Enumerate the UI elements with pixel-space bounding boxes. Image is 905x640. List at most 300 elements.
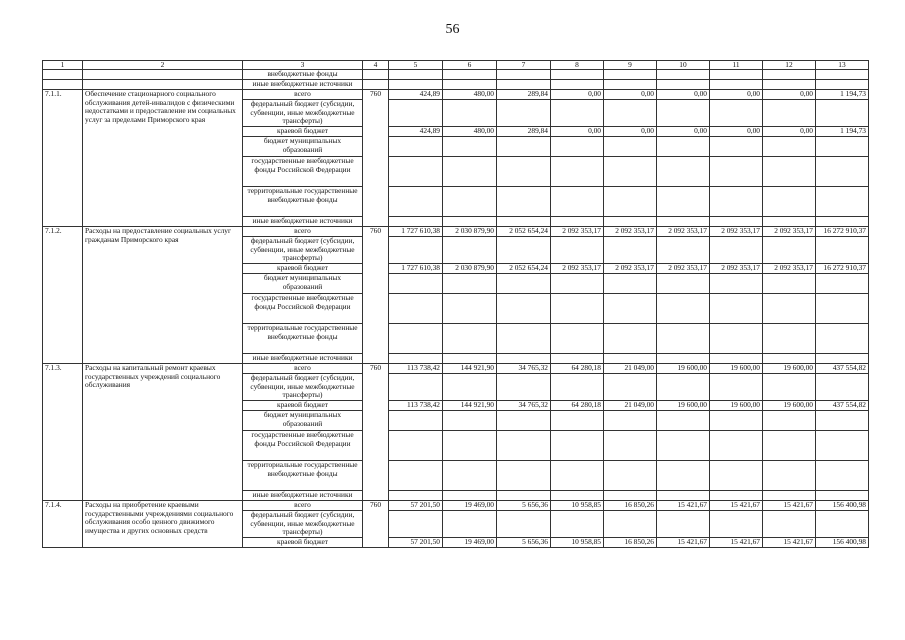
value-cell	[604, 100, 657, 127]
header-cell: 10	[657, 61, 710, 70]
value-cell	[657, 410, 710, 430]
value-cell	[710, 293, 763, 323]
value-cell: 19 600,00	[763, 363, 816, 373]
value-cell	[389, 490, 443, 500]
source-cell: всего	[243, 363, 363, 373]
value-cell: 0,00	[657, 90, 710, 100]
source-cell: бюджет муниципальных образований	[243, 136, 363, 156]
value-cell	[389, 430, 443, 460]
value-cell	[389, 80, 443, 90]
item-code: 7.1.2.	[43, 226, 83, 363]
source-cell: краевой бюджет	[243, 263, 363, 273]
header-cell: 8	[551, 61, 604, 70]
value-cell: 1 194,73	[816, 90, 869, 100]
source-cell: государственные внебюджетные фонды Российской Федерации	[243, 156, 363, 186]
value-cell	[443, 136, 497, 156]
value-cell	[710, 353, 763, 363]
value-cell	[443, 70, 497, 80]
value-cell: 144 921,90	[443, 400, 497, 410]
value-cell	[657, 156, 710, 186]
value-cell	[604, 136, 657, 156]
value-cell: 10 958,85	[551, 537, 604, 547]
name-cell	[83, 70, 243, 80]
value-cell	[497, 236, 551, 263]
table-row	[43, 70, 869, 80]
header-cell: 4	[363, 61, 389, 70]
value-cell: 289,84	[497, 90, 551, 100]
value-cell	[443, 460, 497, 490]
value-cell: 2 052 654,24	[497, 226, 551, 236]
value-cell: 2 092 353,17	[604, 226, 657, 236]
source-cell: внебюджетные фонды	[243, 70, 363, 80]
value-cell	[497, 273, 551, 293]
source-cell: краевой бюджет	[243, 537, 363, 547]
value-cell: 15 421,67	[710, 537, 763, 547]
value-cell	[604, 273, 657, 293]
value-cell	[657, 510, 710, 537]
header-cell: 5	[389, 61, 443, 70]
source-cell: территориальные государственные внебюджетные фонды	[243, 460, 363, 490]
value-cell: 5 656,36	[497, 537, 551, 547]
value-cell	[763, 460, 816, 490]
value-cell	[497, 353, 551, 363]
value-cell: 2 092 353,17	[710, 226, 763, 236]
value-cell	[763, 510, 816, 537]
header-cell: 3	[243, 61, 363, 70]
value-cell	[551, 216, 604, 226]
value-cell	[497, 460, 551, 490]
source-cell: иные внебюджетные источники	[243, 490, 363, 500]
value-cell	[604, 80, 657, 90]
value-cell	[657, 80, 710, 90]
value-cell	[551, 353, 604, 363]
value-cell: 21 049,00	[604, 363, 657, 373]
value-cell: 424,89	[389, 90, 443, 100]
value-cell	[363, 80, 389, 90]
value-cell	[389, 373, 443, 400]
value-cell	[657, 293, 710, 323]
source-cell: федеральный бюджет (субсидии, субвенции, иные межбюджетные трансферты)	[243, 100, 363, 127]
value-cell	[763, 353, 816, 363]
source-cell: всего	[243, 500, 363, 510]
value-cell: 2 092 353,17	[763, 226, 816, 236]
table-row	[43, 500, 869, 510]
source-cell: государственные внебюджетные фонды Российской Федерации	[243, 293, 363, 323]
value-cell	[763, 273, 816, 293]
value-cell: 64 280,18	[551, 363, 604, 373]
value-cell: 2 092 353,17	[763, 263, 816, 273]
value-cell	[816, 70, 869, 80]
value-cell	[657, 186, 710, 216]
value-cell	[604, 373, 657, 400]
value-cell	[816, 323, 869, 353]
value-cell	[657, 70, 710, 80]
value-cell: 0,00	[604, 90, 657, 100]
value-cell: 19 600,00	[763, 400, 816, 410]
value-cell: 16 850,26	[604, 537, 657, 547]
value-cell	[551, 156, 604, 186]
value-cell	[710, 186, 763, 216]
value-cell	[551, 100, 604, 127]
value-cell	[710, 136, 763, 156]
value-cell	[763, 186, 816, 216]
value-cell: 15 421,67	[763, 537, 816, 547]
value-cell: 437 554,82	[816, 400, 869, 410]
value-cell	[816, 430, 869, 460]
value-cell: 0,00	[551, 126, 604, 136]
value-cell	[763, 70, 816, 80]
value-cell	[604, 293, 657, 323]
header-cell: 6	[443, 61, 497, 70]
value-cell	[551, 410, 604, 430]
value-cell	[497, 490, 551, 500]
source-cell: бюджет муниципальных образований	[243, 410, 363, 430]
header-cell: 9	[604, 61, 657, 70]
value-cell: 2 030 879,90	[443, 226, 497, 236]
code-cell	[43, 70, 83, 80]
value-cell	[443, 156, 497, 186]
value-cell: 2 092 353,17	[710, 263, 763, 273]
value-cell	[389, 216, 443, 226]
value-cell: 2 092 353,17	[604, 263, 657, 273]
value-cell: 144 921,90	[443, 363, 497, 373]
value-cell	[497, 156, 551, 186]
value-cell	[497, 136, 551, 156]
value-cell	[763, 80, 816, 90]
value-cell	[497, 186, 551, 216]
header-cell: 1	[43, 61, 83, 70]
value-cell: 0,00	[710, 126, 763, 136]
value-cell	[816, 80, 869, 90]
value-cell: 1 727 610,38	[389, 263, 443, 273]
value-cell	[497, 430, 551, 460]
source-cell: всего	[243, 226, 363, 236]
header-cell: 13	[816, 61, 869, 70]
value-cell: 57 201,50	[389, 500, 443, 510]
source-cell: краевой бюджет	[243, 400, 363, 410]
value-cell	[389, 186, 443, 216]
item-name: Расходы на капитальный ремонт краевых государственных учреждений социального обслуживания	[83, 363, 243, 500]
value-cell: 16 272 910,37	[816, 226, 869, 236]
value-cell: 19 469,00	[443, 537, 497, 547]
table-row	[43, 363, 869, 373]
value-cell: 10 958,85	[551, 500, 604, 510]
code-cell	[43, 80, 83, 90]
value-cell	[657, 323, 710, 353]
value-cell	[389, 100, 443, 127]
value-cell	[443, 410, 497, 430]
value-cell	[710, 373, 763, 400]
value-cell	[710, 510, 763, 537]
value-cell	[604, 70, 657, 80]
value-cell	[389, 156, 443, 186]
value-cell	[657, 136, 710, 156]
value-cell	[816, 236, 869, 263]
value-cell	[497, 410, 551, 430]
value-cell	[551, 293, 604, 323]
value-cell: 480,00	[443, 126, 497, 136]
value-cell	[604, 460, 657, 490]
source-cell: федеральный бюджет (субсидии, субвенции, иные межбюджетные трансферты)	[243, 373, 363, 400]
page-number: 56	[445, 22, 460, 37]
value-cell	[816, 216, 869, 226]
value-cell	[389, 460, 443, 490]
value-cell	[443, 510, 497, 537]
value-cell	[551, 323, 604, 353]
value-cell	[497, 70, 551, 80]
value-cell	[816, 410, 869, 430]
value-cell: 289,84	[497, 126, 551, 136]
name-cell	[83, 80, 243, 90]
value-cell: 34 765,32	[497, 400, 551, 410]
value-cell	[657, 216, 710, 226]
source-cell: иные внебюджетные источники	[243, 80, 363, 90]
value-cell	[657, 236, 710, 263]
value-cell	[604, 410, 657, 430]
source-cell: государственные внебюджетные фонды Российской Федерации	[243, 430, 363, 460]
value-cell: 156 400,98	[816, 500, 869, 510]
header-cell: 12	[763, 61, 816, 70]
value-cell: 2 092 353,17	[657, 226, 710, 236]
source-cell: бюджет муниципальных образований	[243, 273, 363, 293]
value-cell	[710, 273, 763, 293]
item-name: Расходы на приобретение краевыми государственными учреждениями социального обслуживания особо ценного движимого имущества и других основных средств	[83, 500, 243, 547]
value-cell	[389, 410, 443, 430]
value-cell	[710, 70, 763, 80]
value-cell	[710, 156, 763, 186]
value-cell: 2 092 353,17	[551, 226, 604, 236]
value-cell	[604, 216, 657, 226]
value-cell: 0,00	[604, 126, 657, 136]
item-code: 7.1.1.	[43, 90, 83, 227]
value-cell	[389, 510, 443, 537]
value-cell	[604, 186, 657, 216]
header-cell: 11	[710, 61, 763, 70]
value-cell	[816, 273, 869, 293]
value-cell	[443, 100, 497, 127]
value-cell: 113 738,42	[389, 400, 443, 410]
value-cell: 480,00	[443, 90, 497, 100]
value-cell	[816, 510, 869, 537]
value-cell	[497, 80, 551, 90]
value-cell	[763, 293, 816, 323]
value-cell	[657, 430, 710, 460]
value-cell	[604, 430, 657, 460]
value-cell: 19 600,00	[657, 363, 710, 373]
value-cell	[497, 323, 551, 353]
value-cell	[443, 236, 497, 263]
value-cell: 21 049,00	[604, 400, 657, 410]
value-cell	[710, 236, 763, 263]
value-cell: 0,00	[551, 90, 604, 100]
value-cell: 0,00	[657, 126, 710, 136]
value-cell	[657, 100, 710, 127]
item-name: Расходы на предоставление социальных услуг гражданам Приморского края	[83, 226, 243, 363]
item-code: 7.1.4.	[43, 500, 83, 547]
value-cell	[551, 373, 604, 400]
value-cell	[763, 136, 816, 156]
table-row	[43, 80, 869, 90]
value-cell: 1 727 610,38	[389, 226, 443, 236]
value-cell: 15 421,67	[657, 500, 710, 510]
source-cell: всего	[243, 90, 363, 100]
value-cell	[763, 373, 816, 400]
value-cell	[763, 430, 816, 460]
value-cell	[816, 136, 869, 156]
value-cell: 0,00	[763, 90, 816, 100]
value-cell	[443, 490, 497, 500]
value-cell	[551, 430, 604, 460]
item-code-760: 760	[363, 500, 389, 547]
value-cell	[710, 80, 763, 90]
source-cell: федеральный бюджет (субсидии, субвенции, иные межбюджетные трансферты)	[243, 236, 363, 263]
item-name: Обеспечение стационарного социального обслуживания детей-инвалидов с физическими недостатками и предоставление им социальных услуг за пределами Приморского края	[83, 90, 243, 227]
value-cell	[443, 216, 497, 226]
value-cell: 16 850,26	[604, 500, 657, 510]
value-cell	[389, 136, 443, 156]
value-cell	[389, 293, 443, 323]
value-cell	[816, 100, 869, 127]
value-cell: 156 400,98	[816, 537, 869, 547]
value-cell	[551, 490, 604, 500]
value-cell	[551, 273, 604, 293]
source-cell: иные внебюджетные источники	[243, 353, 363, 363]
value-cell	[763, 490, 816, 500]
value-cell	[389, 70, 443, 80]
item-code-760: 760	[363, 363, 389, 500]
value-cell	[551, 510, 604, 537]
value-cell	[497, 510, 551, 537]
value-cell: 15 421,67	[657, 537, 710, 547]
value-cell	[443, 293, 497, 323]
value-cell	[443, 430, 497, 460]
value-cell: 57 201,50	[389, 537, 443, 547]
value-cell	[497, 293, 551, 323]
value-cell	[710, 460, 763, 490]
value-cell: 5 656,36	[497, 500, 551, 510]
value-cell	[551, 460, 604, 490]
value-cell: 1 194,73	[816, 126, 869, 136]
value-cell	[816, 373, 869, 400]
source-cell: территориальные государственные внебюджетные фонды	[243, 186, 363, 216]
value-cell: 424,89	[389, 126, 443, 136]
value-cell: 2 092 353,17	[657, 263, 710, 273]
value-cell	[443, 373, 497, 400]
value-cell: 19 600,00	[710, 363, 763, 373]
value-cell	[710, 430, 763, 460]
header-cell: 2	[83, 61, 243, 70]
value-cell	[816, 156, 869, 186]
value-cell	[389, 353, 443, 363]
value-cell	[816, 490, 869, 500]
value-cell: 15 421,67	[710, 500, 763, 510]
source-cell: территориальные государственные внебюджетные фонды	[243, 323, 363, 353]
value-cell: 19 469,00	[443, 500, 497, 510]
source-cell: федеральный бюджет (субсидии, субвенции, иные межбюджетные трансферты)	[243, 510, 363, 537]
value-cell: 16 272 910,37	[816, 263, 869, 273]
header-cell: 7	[497, 61, 551, 70]
value-cell	[763, 100, 816, 127]
value-cell	[551, 70, 604, 80]
value-cell: 15 421,67	[763, 500, 816, 510]
value-cell	[710, 490, 763, 500]
value-cell	[551, 236, 604, 263]
value-cell	[497, 373, 551, 400]
value-cell	[816, 186, 869, 216]
value-cell	[551, 80, 604, 90]
value-cell	[816, 293, 869, 323]
value-cell: 0,00	[763, 126, 816, 136]
value-cell	[710, 410, 763, 430]
value-cell	[763, 323, 816, 353]
budget-table	[42, 60, 869, 548]
value-cell: 113 738,42	[389, 363, 443, 373]
value-cell	[604, 323, 657, 353]
value-cell	[657, 273, 710, 293]
value-cell: 64 280,18	[551, 400, 604, 410]
value-cell	[710, 216, 763, 226]
value-cell: 19 600,00	[657, 400, 710, 410]
item-code-760: 760	[363, 226, 389, 363]
table-row	[43, 226, 869, 236]
value-cell	[389, 323, 443, 353]
value-cell	[657, 460, 710, 490]
value-cell	[497, 100, 551, 127]
value-cell: 437 554,82	[816, 363, 869, 373]
source-cell: иные внебюджетные источники	[243, 216, 363, 226]
item-code-760: 760	[363, 90, 389, 227]
value-cell	[604, 236, 657, 263]
value-cell: 2 030 879,90	[443, 263, 497, 273]
value-cell	[710, 323, 763, 353]
value-cell	[657, 353, 710, 363]
value-cell	[389, 273, 443, 293]
value-cell	[604, 490, 657, 500]
source-cell: краевой бюджет	[243, 126, 363, 136]
value-cell	[443, 353, 497, 363]
value-cell	[604, 510, 657, 537]
item-code: 7.1.3.	[43, 363, 83, 500]
value-cell: 34 765,32	[497, 363, 551, 373]
value-cell	[443, 186, 497, 216]
value-cell: 2 092 353,17	[551, 263, 604, 273]
value-cell	[604, 353, 657, 363]
value-cell	[816, 460, 869, 490]
value-cell: 19 600,00	[710, 400, 763, 410]
value-cell	[816, 353, 869, 363]
header-row	[43, 61, 869, 70]
value-cell	[763, 156, 816, 186]
value-cell	[443, 273, 497, 293]
value-cell	[710, 100, 763, 127]
value-cell: 0,00	[710, 90, 763, 100]
value-cell	[363, 70, 389, 80]
value-cell	[763, 236, 816, 263]
value-cell	[604, 156, 657, 186]
value-cell	[443, 80, 497, 90]
value-cell	[763, 410, 816, 430]
table-row	[43, 90, 869, 100]
value-cell	[551, 186, 604, 216]
value-cell	[497, 216, 551, 226]
value-cell	[443, 323, 497, 353]
value-cell	[551, 136, 604, 156]
value-cell	[657, 373, 710, 400]
value-cell: 2 052 654,24	[497, 263, 551, 273]
value-cell	[657, 490, 710, 500]
value-cell	[763, 216, 816, 226]
value-cell	[389, 236, 443, 263]
